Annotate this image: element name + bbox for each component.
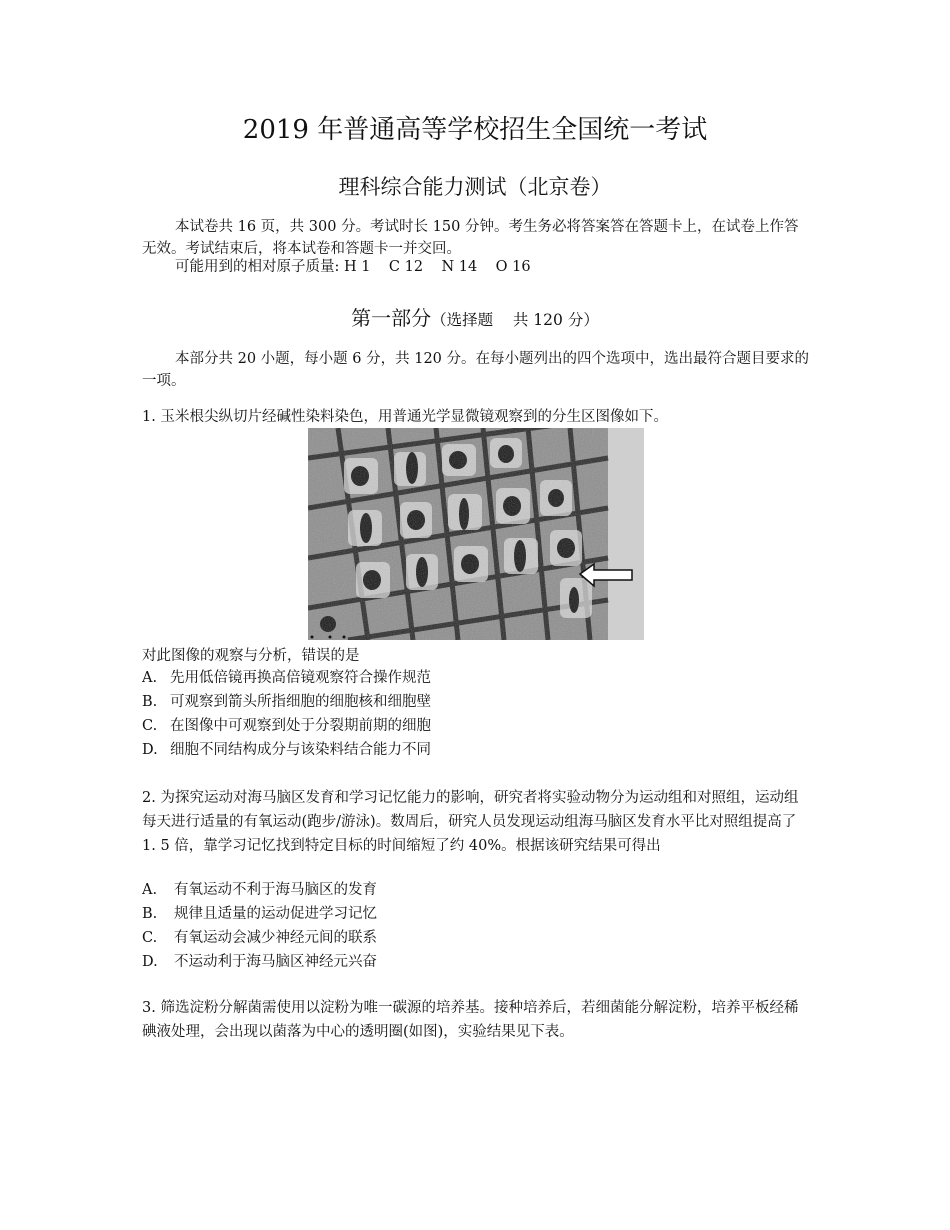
part-one-heading <box>0 303 950 335</box>
atomic-masses: 可能用到的相对原子质量: H 1 C 12 N 14 O 16 <box>175 259 531 275</box>
part-one-title: 第一部分 <box>351 306 432 330</box>
part-one-description: 本部分共 20 小题，每小题 6 分，共 120 分。在每小题列出的四个选项中，选出最符合题目要求的一项。 <box>142 351 810 389</box>
question-3-stem: 3. 筛选淀粉分解菌需使用以淀粉为唯一碳源的培养基。接种培养后，若细菌能分解淀粉，培养平板经稀碘液处理，会出现以菌落为中心的透明圈(如图)，实验结果见下表。 <box>142 1000 799 1040</box>
exam-title: 2019 年普通高等学校招生全国统一考试 <box>242 115 708 145</box>
question-1-stem: 1. 玉米根尖纵切片经碱性染料染色，用普通光学显微镜观察到的分生区图像如下。 <box>142 409 668 425</box>
question-2-option-c[interactable]: C. 有氧运动会减少神经元间的联系 <box>142 930 377 946</box>
question-1-options <box>142 666 810 762</box>
question-1-option-d[interactable]: D. 细胞不同结构成分与该染料结合能力不同 <box>142 742 431 758</box>
question-1-option-b[interactable]: B. 可观察到箭头所指细胞的细胞核和细胞壁 <box>142 694 431 710</box>
exam-subtitle: 理科综合能力测试（北京卷） <box>338 175 612 199</box>
question-2-options <box>142 878 810 974</box>
question-2-option-d[interactable]: D. 不运动利于海马脑区神经元兴奋 <box>142 954 377 970</box>
question-1-option-a[interactable]: A. 先用低倍镜再换高倍镜观察符合操作规范 <box>142 670 431 686</box>
part-one-note: （选择题 共 120 分） <box>431 311 599 329</box>
intro-instructions: 本试卷共 16 页，共 300 分。考试时长 150 分钟。考生务必将答案答在答题卡上，在试卷上作答无效。考试结束后，将本试卷和答题卡一并交回。 <box>142 219 799 257</box>
root-tip-micrograph <box>308 428 644 640</box>
question-2-option-b[interactable]: B. 规律且适量的运动促进学习记忆 <box>142 906 377 922</box>
question-1-prompt: 对此图像的观察与分析，错误的是 <box>142 648 360 664</box>
question-1-option-c[interactable]: C. 在图像中可观察到处于分裂期前期的细胞 <box>142 718 431 734</box>
question-2-option-a[interactable]: A. 有氧运动不利于海马脑区的发育 <box>142 882 377 898</box>
question-2-stem: 2. 为探究运动对海马脑区发育和学习记忆能力的影响，研究者将实验动物分为运动组和对照组，运动组每天进行适量的有氧运动(跑步/游泳)。数周后，研究人员发现运动组海马脑区发育水平比对照组提高了 1. 5 倍，靠学习记忆找到特定目标的时间缩短了约 40%。根据该研究结果可得出 <box>142 790 799 854</box>
